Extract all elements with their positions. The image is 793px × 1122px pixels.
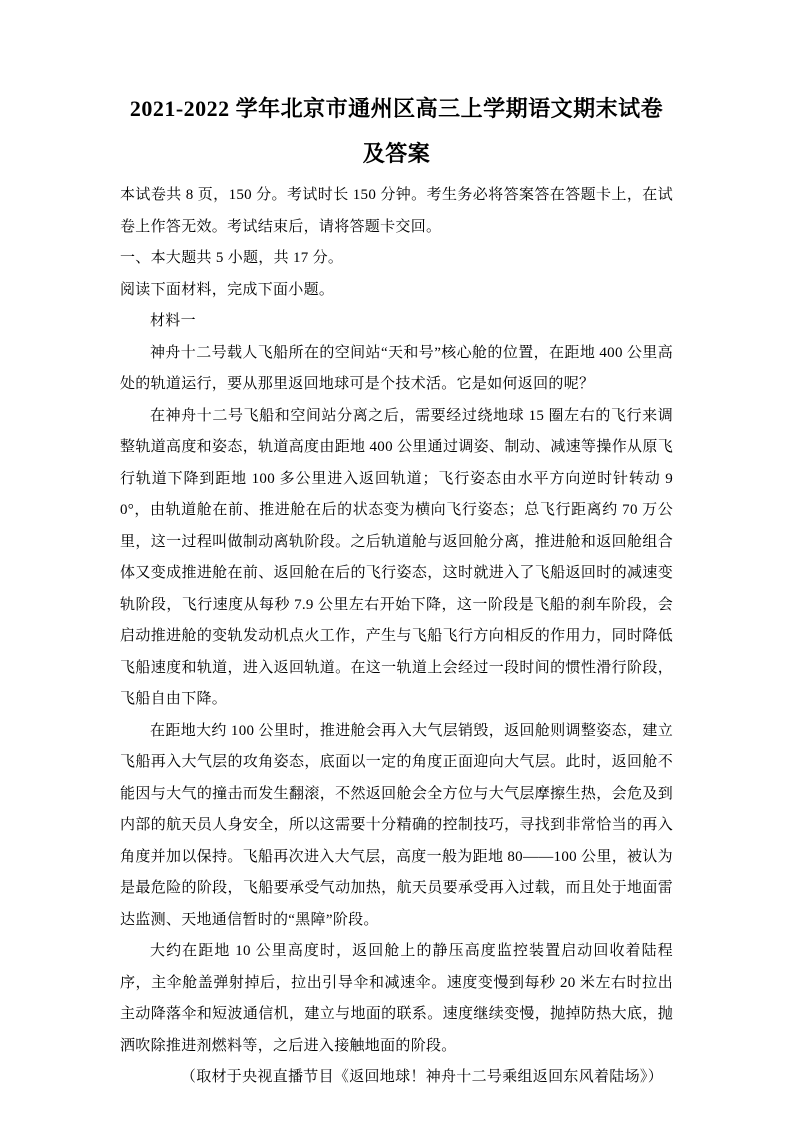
section-heading: 一、本大题共 5 小题，共 17 分。 — [120, 250, 344, 266]
material-label: 材料一 — [150, 313, 196, 329]
exam-info: 本试卷共 8 页，150 分。考试时长 150 分钟。考生务必将答案答在答题卡上，在试卷上作答无效。考试结束后，请将答题卡交回。 — [120, 187, 673, 235]
attribution-line: （取材于央视直播节目《返回地球！神舟十二号乘组返回东风着陆场》） — [180, 1069, 663, 1085]
material-paragraph-3: 在距地大约 100 公里时，推进舱会再入大气层销毁，返回舱则调整姿态，建立飞船再入大气层的攻角姿态，底面以一定的角度正面迎向大气层。此时，返回舱不能因与大气的撞击而发生翻滚，不然返回舱会全方位与大气层摩擦生热，会危及到内部的航天员人身安全，所以这需要十分精确的控制技巧，寻找到非常恰当的再入角度并加以保持。飞船再次进入大气层，高度一般为距地 80——100 公里，被认为是最危险的阶段，飞船要承受气动加热，航天员要承受再入过载，而且处于地面雷达监测、天地通信暂时的“黑障”阶段。 — [120, 722, 673, 928]
reading-instruction: 阅读下面材料，完成下面小题。 — [120, 281, 335, 298]
material-paragraph-4: 大约在距地 10 公里高度时，返回舱上的静压高度监控装置启动回收着陆程序，主伞舱盖弹射掉后，拉出引导伞和减速伞。速度变慢到每秒 20 米左右时拉出主动降落伞和短波通信机，建立与地面的联系。速度继续变慢，抛掉防热大底，抛洒吹除推进剂燃料等，之后进入接触地面的阶段。 — [120, 943, 673, 1054]
material-paragraph-1: 神舟十二号载人飞船所在的空间站“天和号”核心舱的位置，在距地 400 公里高处的轨道运行，要从那里返回地球可是个技术活。它是如何返回的呢？ — [120, 344, 673, 392]
material-paragraph-2: 在神舟十二号飞船和空间站分离之后，需要经过绕地球 15 圈左右的飞行来调整轨道高度和姿态，轨道高度由距地 400 公里通过调姿、制动、减速等操作从原飞行轨道下降到距地 100 多公里进入返回轨道；飞行姿态由水平方向逆时针转动 90°，由轨道舱在前、推进舱在后的状态变为横向飞行姿态；总飞行距离约 70 万公里，这一过程叫做制动离轨阶段。之后轨道舱与返回舱分离，推进舱和返回舱组合体又变成推进舱在前、返回舱在后的飞行姿态，这时就进入了飞船返回时的减速变轨阶段，飞行速度从每秒 7.9 公里左右开始下降，这一阶段是飞船的刹车阶段，会启动推进舱的变轨发动机点火工作，产生与飞船飞行方向相反的作用力，同时降低飞船速度和轨道，进入返回轨道。在这一轨道上会经过一段时间的惯性滑行阶段，飞船自由下降。 — [120, 407, 674, 707]
page-title: 2021-2022 学年北京市通州区高三上学期语文期末试卷及答案 — [129, 96, 664, 166]
